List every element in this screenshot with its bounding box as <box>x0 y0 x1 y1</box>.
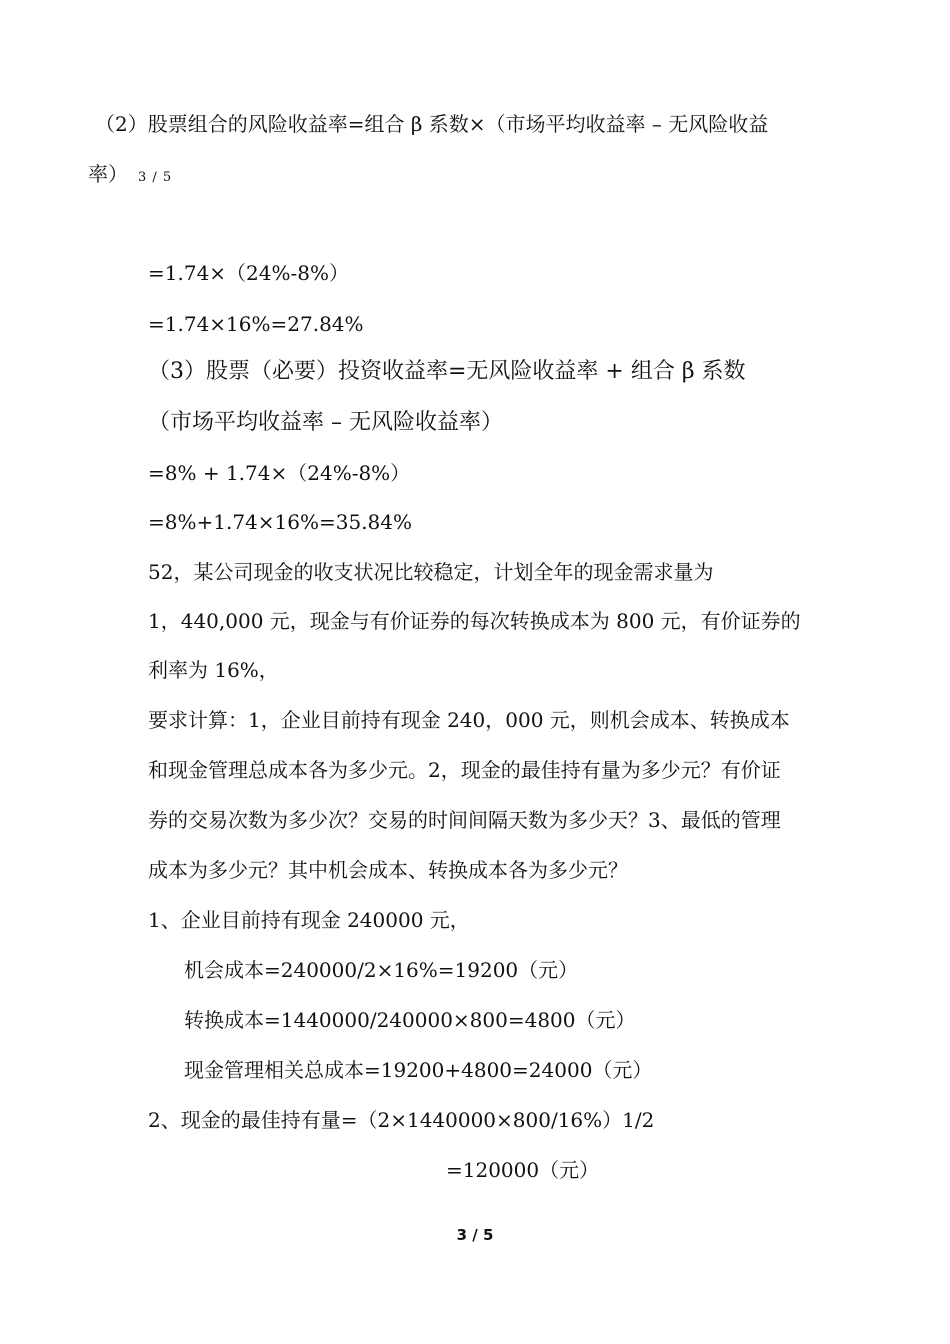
paragraph-text: 率） <box>88 162 128 186</box>
paragraph-line <box>88 160 172 192</box>
answer-line: 2、现金的最佳持有量=（2×1440000×800/16%）1/2 <box>148 1108 655 1132</box>
answer-line: =120000（元） <box>446 1158 600 1182</box>
page-number: 3 / 5 <box>456 1226 494 1244</box>
paragraph-line: （3）股票（必要）投资收益率=无风险收益率 + 组合 β 系数 <box>148 359 746 384</box>
paragraph-line: （2）股票组合的风险收益率=组合 β 系数×（市场平均收益率 – 无风险收益 <box>95 112 769 136</box>
formula-line: =1.74×16%=27.84% <box>148 312 364 336</box>
formula-line: =8%+1.74×16%=35.84% <box>148 510 413 534</box>
question-line: 52，某公司现金的收支状况比较稳定，计划全年的现金需求量为 <box>148 560 714 584</box>
requirement-line: 券的交易次数为多少次？交易的时间间隔天数为多少天？3、最低的管理 <box>148 808 781 832</box>
formula-line: =1.74×（24%-8%） <box>148 261 349 285</box>
answer-line: 现金管理相关总成本=19200+4800=24000（元） <box>184 1058 653 1082</box>
answer-line: 转换成本=1440000/240000×800=4800（元） <box>184 1008 636 1032</box>
question-line: 1，440,000 元，现金与有价证券的每次转换成本为 800 元，有价证券的 <box>148 609 801 633</box>
question-line: 利率为 16%， <box>148 658 279 682</box>
paragraph-line: （市场平均收益率 – 无风险收益率） <box>148 410 503 435</box>
answer-line: 机会成本=240000/2×16%=19200（元） <box>184 958 579 982</box>
page-tag: 3 / 5 <box>138 170 173 185</box>
requirement-line: 要求计算：1，企业目前持有现金 240，000 元，则机会成本、转换成本 <box>148 708 790 732</box>
answer-line: 1、企业目前持有现金 240000 元， <box>148 908 470 932</box>
requirement-line: 和现金管理总成本各为多少元。2，现金的最佳持有量为多少元？有价证 <box>148 758 781 782</box>
formula-line: =8% + 1.74×（24%-8%） <box>148 461 411 485</box>
requirement-line: 成本为多少元？其中机会成本、转换成本各为多少元？ <box>148 858 628 882</box>
